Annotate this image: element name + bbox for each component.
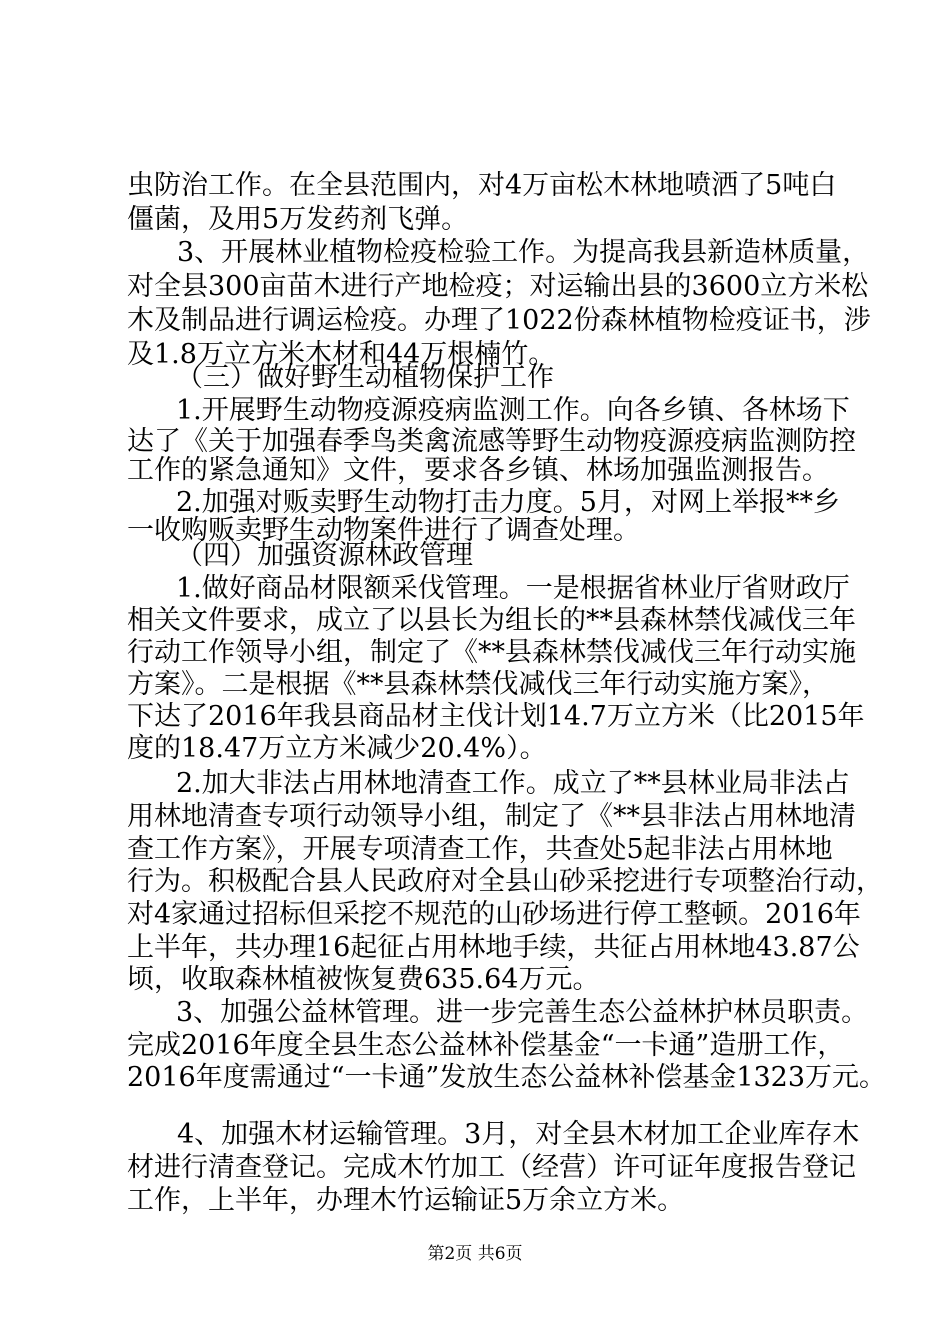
body-text-line: 工作的紧急通知》文件，要求各乡镇、林场加强监测报告。: [127, 455, 829, 486]
page-number-footer: 第2页 共6页: [427, 1244, 523, 1264]
body-text-line: 2.加强对贩卖野生动物打击力度。5月，对网上举报**乡: [176, 487, 840, 518]
body-text-line: 僵菌，及用5万发药剂飞弹。: [127, 204, 469, 235]
body-text-line: 2016年度需通过“一卡通”发放生态公益林补偿基金1323万元。: [127, 1062, 887, 1093]
body-text-line: 木及制品进行调运检疫。办理了1022份森林植物检疫证书，涉: [127, 305, 871, 336]
body-text-line: 1.开展野生动物疫源疫病监测工作。向各乡镇、各林场下: [176, 395, 850, 426]
body-text-line: 行为。积极配合县人民政府对全县山砂采挖进行专项整治行动，: [127, 866, 883, 897]
body-text-line: 查工作方案》，开展专项清查工作，共查处5起非法占用林地: [127, 834, 833, 865]
body-text-line: 相关文件要求，成立了以县长为组长的**县森林禁伐减伐三年: [127, 605, 856, 636]
body-text-line: 虫防治工作。在全县范围内，对4万亩松木林地喷洒了5吨白: [127, 170, 837, 201]
body-text-line: 度的18.47万立方米减少20.4%）。: [127, 733, 547, 764]
body-text-line: 达了《关于加强春季鸟类禽流感等野生动物疫源疫病监测防控: [127, 426, 856, 457]
body-text-line: 方案》。二是根据《**县森林禁伐减伐三年行动实施方案》，: [127, 669, 829, 700]
body-text-line: 行动工作领导小组，制定了《**县森林禁伐减伐三年行动实施: [127, 637, 856, 668]
body-text-line: 工作，上半年，办理木竹运输证5万余立方米。: [127, 1185, 685, 1216]
body-text-line: 3、加强公益林管理。进一步完善生态公益林护林员职责。: [176, 997, 869, 1028]
body-text-line: 下达了2016年我县商品材主伐计划14.7万立方米（比2015年: [127, 701, 865, 732]
body-text-line: 2.加大非法占用林地清查工作。成立了**县林业局非法占: [176, 768, 850, 799]
body-text-line: 对4家通过招标但采挖不规范的山砂场进行停工整顿。2016年: [127, 899, 861, 930]
section-heading: （四）加强资源林政管理: [176, 540, 473, 571]
body-text-line: 及1.8万立方米木材和44万根楠竹。: [127, 339, 556, 370]
body-text-line: 4、加强木材运输管理。3月，对全县木材加工企业库存木: [177, 1119, 860, 1150]
body-text-line: 一收购贩卖野生动物案件进行了调查处理。: [127, 515, 640, 546]
body-text-line: 完成2016年度全县生态公益林补偿基金“一卡通”造册工作，: [127, 1030, 845, 1061]
body-text-line: 用林地清查专项行动领导小组，制定了《**县非法占用林地清: [127, 801, 856, 832]
body-text-line: 1.做好商品材限额采伐管理。一是根据省林业厅省财政厅: [176, 573, 850, 604]
section-heading: （三）做好野生动植物保护工作: [176, 362, 554, 393]
body-text-line: 材进行清查登记。完成木竹加工（经营）许可证年度报告登记: [127, 1152, 856, 1183]
body-text-line: 对全县300亩苗木进行产地检疫；对运输出县的3600立方米松: [127, 271, 869, 302]
body-text-line: 上半年，共办理16起征占用林地手续，共征占用林地43.87公: [127, 932, 860, 963]
body-text-line: 3、开展林业植物检疫检验工作。为提高我县新造林质量，: [177, 237, 870, 268]
body-text-line: 顷，收取森林植被恢复费635.64万元。: [127, 964, 600, 995]
